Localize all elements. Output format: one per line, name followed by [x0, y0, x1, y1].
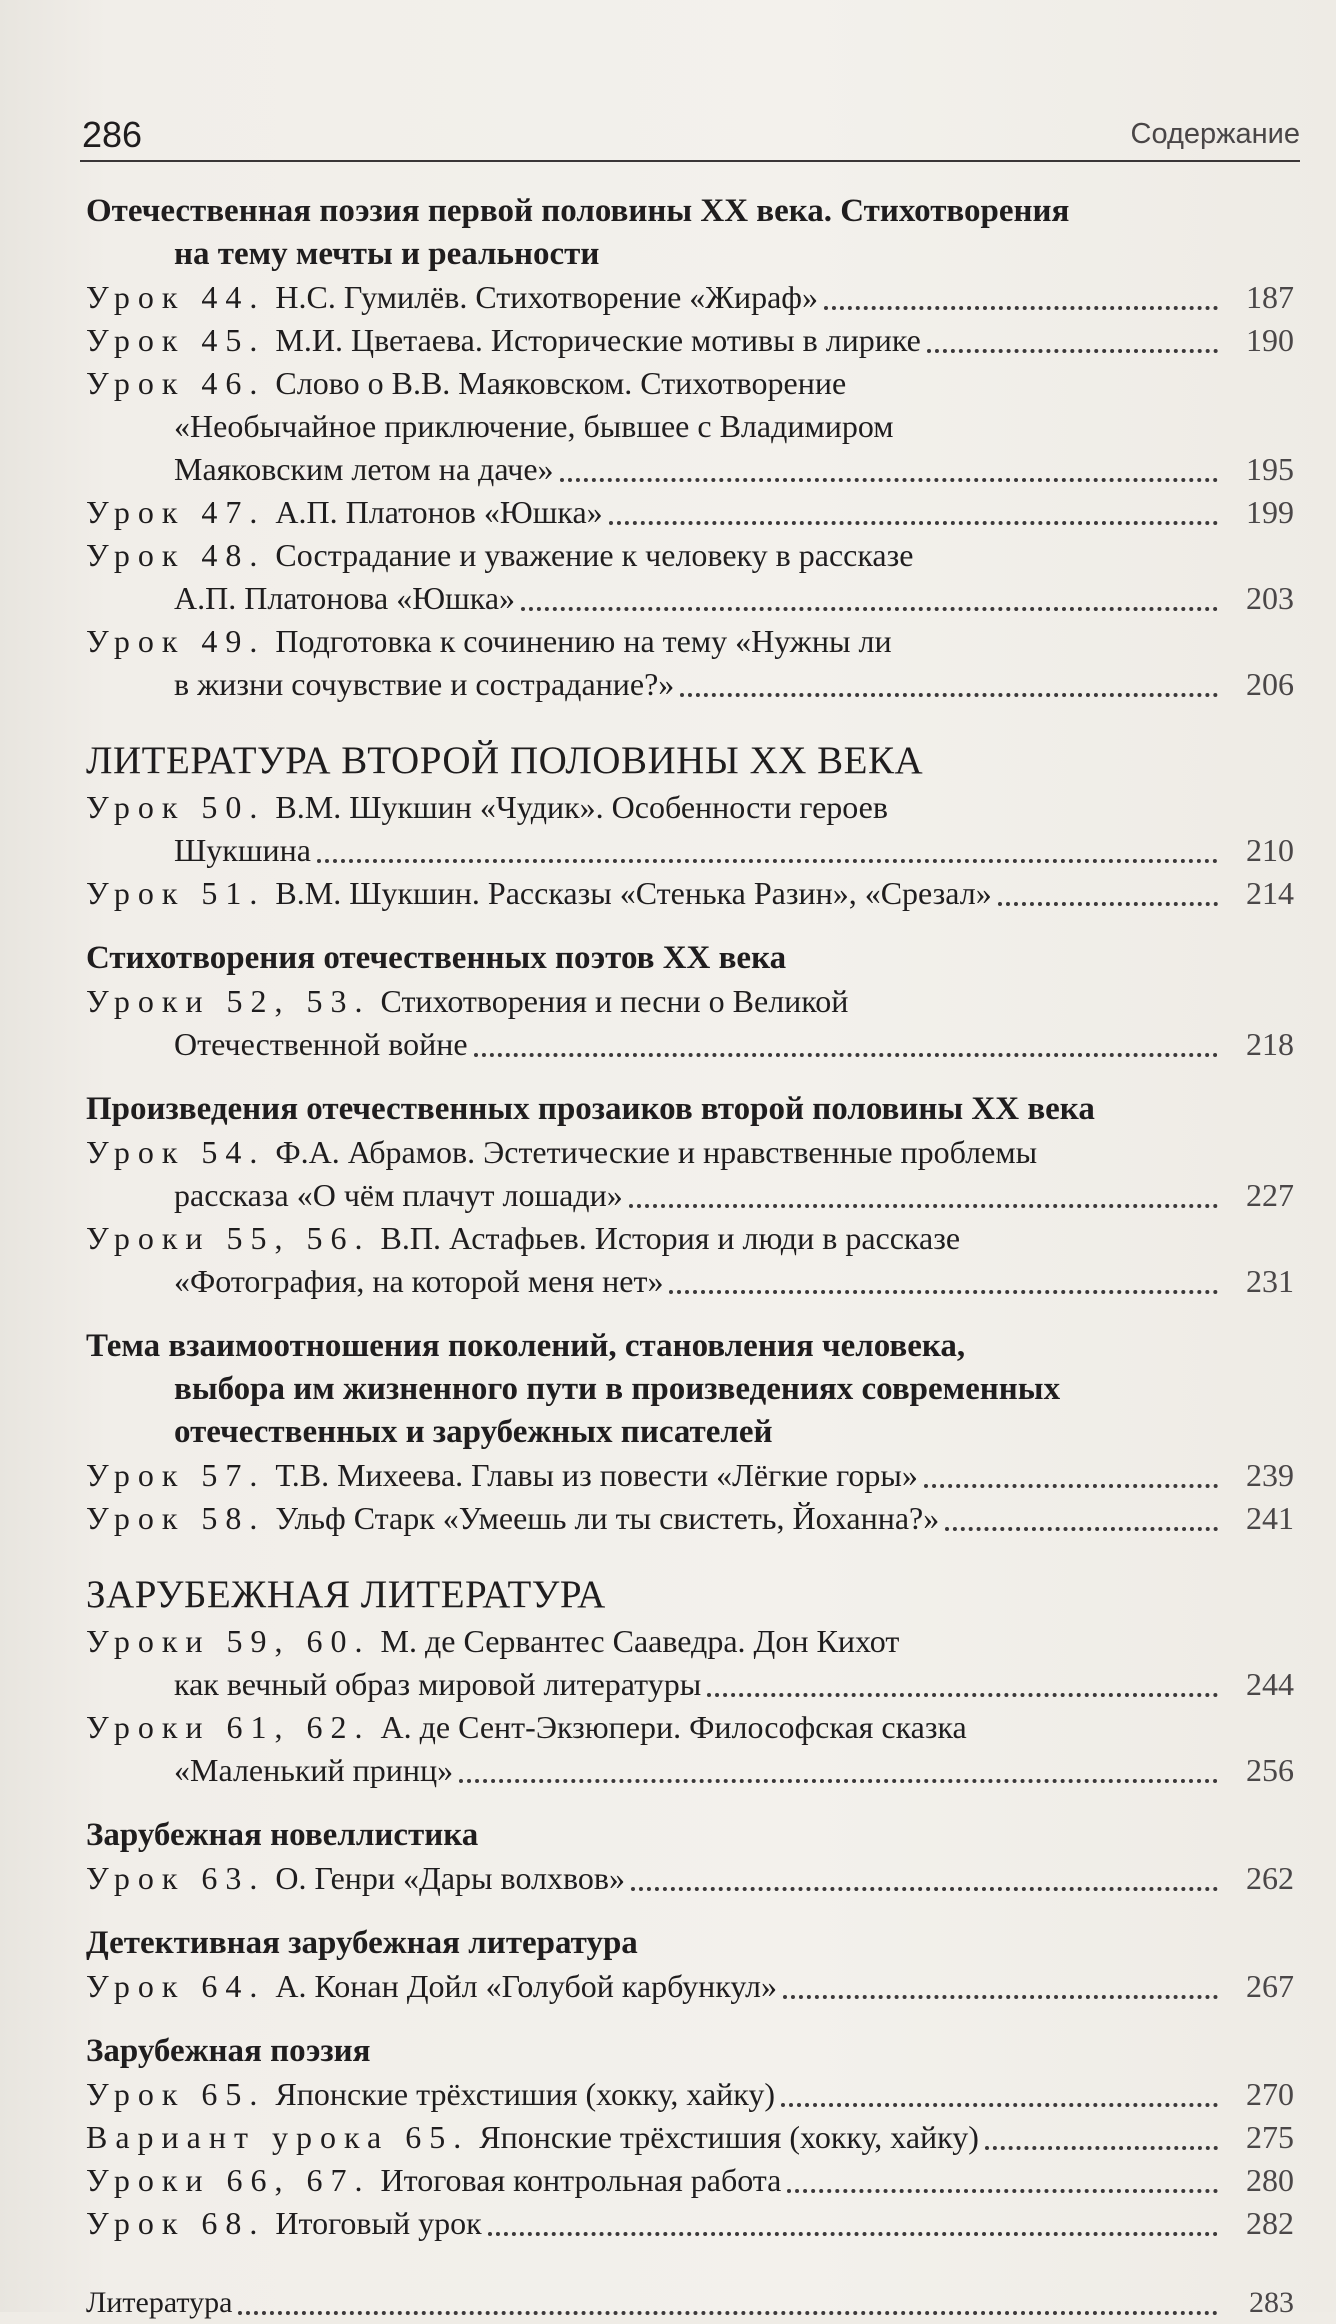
dot-leader	[781, 2103, 1218, 2107]
toc-entry[interactable]	[86, 534, 1294, 620]
entry-title-line: В.П. Астафьев. История и люди в рассказе	[380, 1220, 961, 1256]
part-heading: ЗАРУБЕЖНАЯ ЛИТЕРАТУРА	[86, 1573, 606, 1616]
page-ref: 275	[1246, 2119, 1294, 2155]
page-ref: 187	[1246, 279, 1294, 315]
toc-entry[interactable]	[86, 1965, 1294, 2008]
page-ref: 283	[1249, 2286, 1294, 2319]
entry-title-line: Н.С. Гумилёв. Стихотворение «Жираф»	[275, 279, 819, 315]
dot-leader	[669, 1290, 1218, 1294]
entry-title-line: А.П. Платонова «Юшка»	[174, 580, 516, 616]
entry-title-line: Японские трёхстишия (хокку, хайку)	[479, 2119, 979, 2155]
running-head-title: Содержание	[1130, 118, 1300, 150]
entry-title-line: О. Генри «Дары волхвов»	[275, 1860, 625, 1896]
page-number: 286	[82, 114, 143, 155]
entry-title-line: А. Конан Дойл «Голубой карбункул»	[275, 1968, 777, 2004]
lesson-label: Урок 63.	[86, 1860, 266, 1896]
page-ref: 190	[1246, 322, 1294, 358]
page-ref: 206	[1246, 666, 1294, 702]
toc-entry[interactable]	[86, 1217, 1294, 1303]
toc-entry[interactable]	[86, 620, 1294, 706]
dot-leader	[629, 1204, 1218, 1208]
toc-entry[interactable]	[86, 1857, 1294, 1900]
page-ref: 282	[1246, 2205, 1294, 2241]
entry-title-line: А. де Сент-Экзюпери. Философская сказка	[380, 1709, 967, 1745]
entry-title-line: в жизни сочувствие и сострадание?»	[174, 666, 675, 702]
page-ref: 267	[1246, 1968, 1294, 2004]
section-heading	[86, 1814, 1294, 1857]
page-ref: 270	[1246, 2076, 1294, 2112]
lesson-label: Урок 64.	[86, 1968, 266, 2004]
lesson-label: Уроки 59, 60.	[86, 1623, 371, 1659]
entry-title-line: В.М. Шукшин. Рассказы «Стенька Разин», «Срезал»	[275, 875, 992, 911]
entry-title-line: «Маленький принц»	[174, 1752, 454, 1788]
toc-entry[interactable]	[86, 980, 1294, 1066]
lesson-label: Урок 54.	[86, 1134, 266, 1170]
lesson-label: Уроки 52, 53.	[86, 983, 371, 1019]
lesson-label: Урок 58.	[86, 1500, 266, 1536]
entry-title-line: М. де Сервантес Сааведра. Дон Кихот	[380, 1623, 900, 1659]
lesson-label: Урок 51.	[86, 875, 266, 911]
dot-leader	[998, 902, 1218, 906]
running-head	[80, 110, 1300, 162]
dot-leader	[927, 349, 1218, 353]
toc-entry-literature[interactable]	[86, 2281, 1294, 2324]
lesson-label: Урок 68.	[86, 2205, 266, 2241]
entry-title-line: рассказа «О чём плачут лошади»	[174, 1177, 623, 1213]
toc-entry[interactable]	[86, 319, 1294, 362]
entry-title-line: как вечный образ мировой литературы	[174, 1666, 702, 1702]
entry-title-line: Сострадание и уважение к человеку в рассказе	[275, 537, 914, 573]
page-ref: 280	[1246, 2162, 1294, 2198]
section-heading-line: Детективная зарубежная литература	[86, 1925, 638, 1961]
section-heading	[86, 1922, 1294, 1965]
dot-leader	[945, 1527, 1218, 1531]
entry-title-line: Итоговая контрольная работа	[380, 2162, 782, 2198]
toc-entry[interactable]	[86, 1131, 1294, 1217]
page-ref: 203	[1246, 580, 1294, 616]
dot-leader	[787, 2189, 1218, 2193]
dot-leader	[631, 1887, 1218, 1891]
dot-leader	[783, 1995, 1218, 1999]
dot-leader	[459, 1779, 1218, 1783]
section-heading-line: Произведения отечественных прозаиков второй половины XX века	[86, 1091, 1095, 1127]
dot-leader	[474, 1053, 1218, 1057]
page-ref: 199	[1246, 494, 1294, 530]
lesson-label: Урок 44.	[86, 279, 266, 315]
entry-title-line: Шукшина	[174, 832, 311, 868]
section-heading-line: отечественных и зарубежных писателей	[174, 1414, 773, 1450]
section-heading	[86, 1088, 1294, 1131]
dot-leader	[317, 859, 1218, 863]
dot-leader	[521, 607, 1218, 611]
dot-leader	[609, 521, 1218, 525]
entry-title-line: М.И. Цветаева. Исторические мотивы в лирике	[275, 322, 921, 358]
section-heading-line: Зарубежная новеллистика	[86, 1817, 479, 1853]
toc-entry[interactable]	[86, 1706, 1294, 1792]
lesson-label: Уроки 66, 67.	[86, 2162, 371, 2198]
entry-title-line: Итоговый урок	[275, 2205, 482, 2241]
dot-leader	[824, 306, 1218, 310]
lesson-label: Урок 50.	[86, 789, 266, 825]
toc-entry[interactable]	[86, 276, 1294, 319]
lesson-label: Урок 47.	[86, 494, 266, 530]
section-heading-line: Тема взаимоотношения поколений, становления человека,	[86, 1328, 966, 1364]
lesson-label: Урок 48.	[86, 537, 266, 573]
entry-title-line: А.П. Платонов «Юшка»	[275, 494, 603, 530]
entry-title-line: Т.В. Михеева. Главы из повести «Лёгкие горы»	[275, 1457, 918, 1493]
entry-title-line: В.М. Шукшин «Чудик». Особенности героев	[275, 789, 888, 825]
page-ref: 241	[1246, 1500, 1294, 1536]
toc-entry[interactable]	[86, 2116, 1294, 2159]
page-ref: 210	[1246, 832, 1294, 868]
section-heading	[86, 937, 1294, 980]
page-ref: 227	[1246, 1177, 1294, 1213]
toc-entry[interactable]	[86, 1454, 1294, 1497]
dot-leader	[560, 478, 1218, 482]
dot-leader	[488, 2232, 1218, 2236]
toc-entry[interactable]	[86, 786, 1294, 872]
lesson-label: Вариант урока 65.	[86, 2119, 470, 2155]
toc-entry[interactable]	[86, 2073, 1294, 2116]
section-heading	[86, 2030, 1294, 2073]
table-of-contents	[86, 186, 1294, 2324]
entry-title-line: Японские трёхстишия (хокку, хайку)	[275, 2076, 776, 2112]
lesson-label: Урок 65.	[86, 2076, 266, 2112]
page-ref: 218	[1246, 1026, 1294, 1062]
entry-title-line: Ульф Старк «Умеешь ли ты свистеть, Йоханна?»	[275, 1500, 940, 1536]
part-heading: ЛИТЕРАТУРА ВТОРОЙ ПОЛОВИНЫ XX ВЕКА	[86, 739, 924, 782]
section-heading	[86, 190, 1294, 276]
lesson-label: Урок 57.	[86, 1457, 266, 1493]
lesson-label: Уроки 61, 62.	[86, 1709, 371, 1745]
toc-entry[interactable]	[86, 872, 1294, 915]
section-heading-line: выбора им жизненного пути в произведениях современных	[174, 1371, 1061, 1407]
entry-title-line: Слово о В.В. Маяковском. Стихотворение	[275, 365, 847, 401]
entry-title-line: Ф.А. Абрамов. Эстетические и нравственные проблемы	[275, 1134, 1038, 1170]
page-ref: 214	[1246, 875, 1294, 911]
page-ref: 256	[1246, 1752, 1294, 1788]
toc-entry[interactable]	[86, 2202, 1294, 2245]
entry-title-line: Подготовка к сочинению на тему «Нужны ли	[275, 623, 892, 659]
lesson-label: Уроки 55, 56.	[86, 1220, 371, 1256]
section-heading	[86, 1325, 1294, 1454]
toc-entry[interactable]	[86, 362, 1294, 491]
toc-entry[interactable]	[86, 2159, 1294, 2202]
dot-leader	[707, 1693, 1218, 1697]
entry-title-line: Литература	[86, 2286, 233, 2319]
dot-leader	[985, 2146, 1218, 2150]
page-ref: 239	[1246, 1457, 1294, 1493]
lesson-label: Урок 49.	[86, 623, 266, 659]
entry-title-line: Стихотворения и песни о Великой	[380, 983, 849, 1019]
lesson-label: Урок 46.	[86, 365, 266, 401]
lesson-label: Урок 45.	[86, 322, 266, 358]
section-heading-line: на тему мечты и реальности	[174, 236, 600, 272]
entry-title-line: «Фотография, на которой меня нет»	[174, 1263, 664, 1299]
section-heading-line: Зарубежная поэзия	[86, 2033, 371, 2069]
dot-leader	[238, 2311, 1218, 2315]
toc-entry[interactable]	[86, 1620, 1294, 1706]
entry-title-line: Отечественной войне	[174, 1026, 468, 1062]
page-ref: 244	[1246, 1666, 1294, 1702]
dot-leader	[924, 1484, 1218, 1488]
dot-leader	[680, 693, 1218, 697]
entry-title-line: Маяковским летом на даче»	[174, 451, 554, 487]
page-ref: 231	[1246, 1263, 1294, 1299]
page-ref: 195	[1246, 451, 1294, 487]
page-ref: 262	[1246, 1860, 1294, 1896]
toc-entry[interactable]	[86, 491, 1294, 534]
toc-entry[interactable]	[86, 1497, 1294, 1540]
section-heading-line: Стихотворения отечественных поэтов XX века	[86, 940, 787, 976]
entry-title-line: «Необычайное приключение, бывшее с Владимиром	[174, 408, 894, 444]
section-heading-line: Отечественная поэзия первой половины XX века. Стихотворения	[86, 193, 1070, 229]
